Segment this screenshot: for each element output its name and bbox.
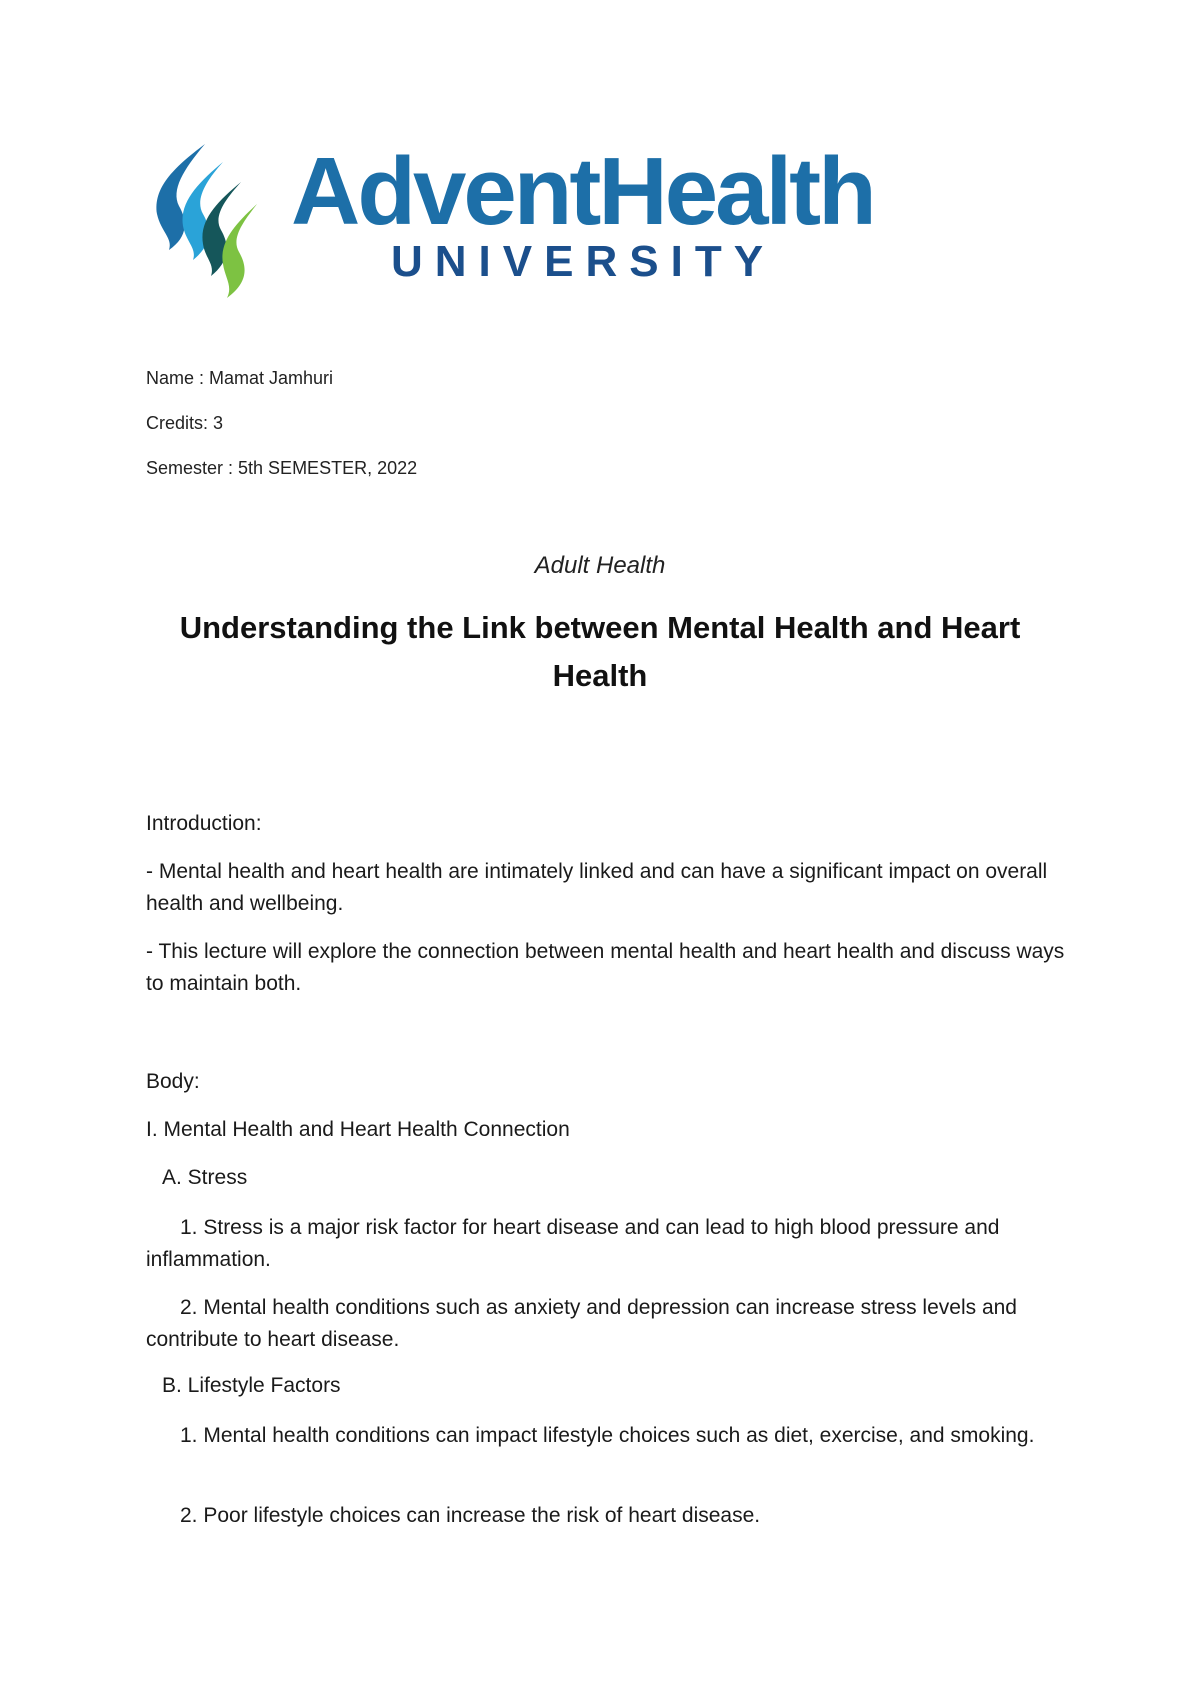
subsection-stress: A. Stress bbox=[162, 1166, 248, 1189]
logo-wave-icon bbox=[143, 140, 273, 300]
list-item: 2. Mental health conditions such as anxiety and depression can increase stress levels and contribute to heart disease. bbox=[146, 1296, 1017, 1351]
section-heading: I. Mental Health and Heart Health Connection bbox=[146, 1118, 570, 1141]
intro-heading: Introduction: bbox=[146, 812, 262, 835]
course-subject: Adult Health bbox=[534, 552, 666, 579]
logo-wordmark: AdventHealth bbox=[291, 138, 874, 245]
list-item: 1. Stress is a major risk factor for heart disease and can lead to high blood pressure and inflammation. bbox=[146, 1216, 1000, 1271]
semester: Semester : 5th SEMESTER, 2022 bbox=[146, 458, 418, 478]
document-title: Understanding the Link between Mental Health and Heart Health bbox=[179, 610, 1021, 693]
list-item: 2. Poor lifestyle choices can increase the risk of heart disease. bbox=[180, 1504, 761, 1527]
student-name: Name : Mamat Jamhuri bbox=[146, 368, 334, 388]
intro-paragraph-2: - This lecture will explore the connection between mental health and heart health and discuss ways to maintain both. bbox=[146, 940, 1065, 995]
university-logo bbox=[143, 140, 903, 300]
credits: Credits: 3 bbox=[146, 413, 224, 433]
subsection-lifestyle: B. Lifestyle Factors bbox=[162, 1374, 341, 1397]
intro-paragraph-1: - Mental health and heart health are intimately linked and can have a significant impact on overall health and wellbeing. bbox=[146, 860, 1048, 915]
list-item: 1. Mental health conditions can impact lifestyle choices such as diet, exercise, and smoking. bbox=[180, 1424, 1035, 1447]
logo-subline: UNIVERSITY bbox=[391, 237, 776, 286]
body-heading: Body: bbox=[146, 1070, 200, 1093]
